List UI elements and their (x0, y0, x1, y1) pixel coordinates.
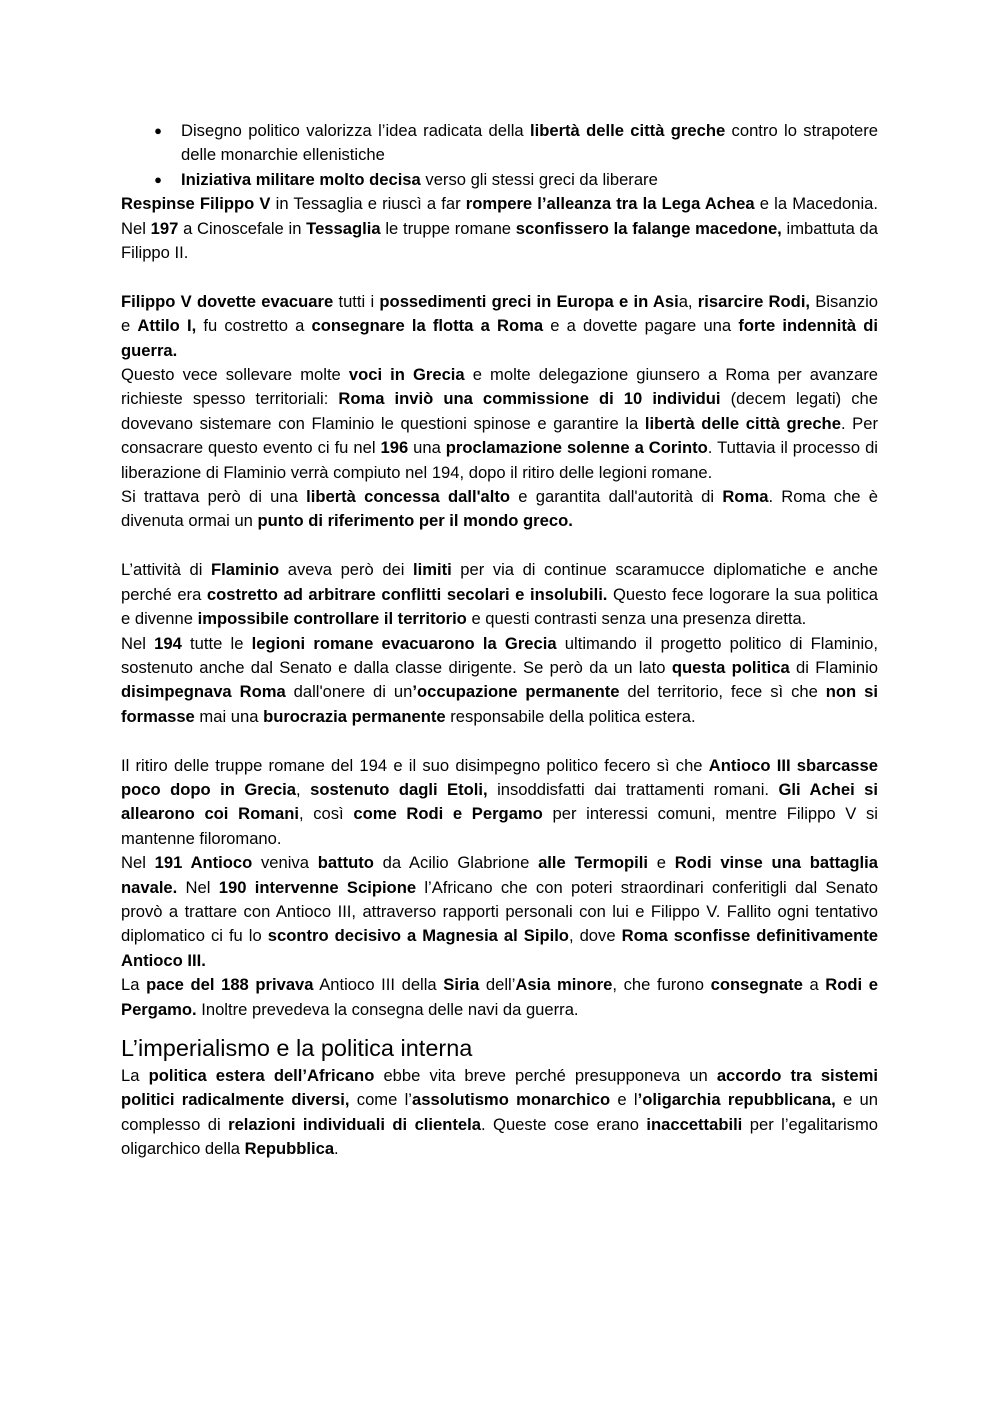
bold-text-run: 194 (154, 633, 182, 653)
text-run: del territorio, fece sì che (619, 682, 826, 702)
text-run: l’Africano che con poteri straordinari conferitigli dal Senato provò a trattare con Antioco III, attraverso rapporti personali con lui e Filippo V. Fallito ogni tentativo diplomatico ci fu lo (121, 877, 879, 946)
bold-text-run: 197 (150, 218, 179, 238)
bold-text-run: Siria (443, 975, 480, 995)
text-run: mai una (194, 706, 264, 726)
text-run: Nel (121, 853, 155, 873)
bold-text-run: proclamazione solenne a Corinto (445, 438, 708, 458)
text-run: Antioco III della (313, 975, 444, 995)
bold-text-run: risarcire Rodi, (697, 291, 811, 311)
text-run: L’attività di (121, 560, 211, 580)
bold-text-run: possedimenti greci in Europa e in Asi (379, 291, 679, 311)
text-run: , dove (568, 926, 622, 946)
text-run: . Per consacrare questo evento ci fu nel (121, 413, 879, 458)
bold-text-run: Asia minore (515, 975, 613, 995)
text-run: a, (678, 291, 698, 311)
bold-text-run: libertà concessa dall'alto (306, 487, 511, 507)
bold-text-run: burocrazia permanente (263, 706, 446, 726)
text-run: e (647, 853, 675, 873)
bold-text-run: Roma inviò una commissione di 10 individui (338, 389, 721, 409)
text-run: e a dovette pagare una (543, 316, 739, 336)
text-run: tutti i (333, 291, 380, 311)
text-run: e questi contrasti senza una presenza diretta. (466, 609, 807, 629)
paragraph (121, 851, 878, 973)
bold-text-run: inaccettabili (646, 1114, 743, 1134)
bold-text-run: politica estera dell’Africano (148, 1065, 375, 1085)
text-run: aveva però dei (279, 560, 414, 580)
paragraph (121, 632, 878, 730)
text-run: Disegno politico valorizza l’idea radicata della (181, 121, 530, 140)
text-run: e un complesso di (121, 1090, 878, 1134)
bold-text-run: 191 Antioco (154, 853, 253, 873)
bold-text-run: 196 (380, 438, 409, 458)
bold-text-run: assolutismo monarchico (412, 1090, 611, 1110)
bold-text-run: limiti (413, 560, 452, 580)
bullet-item (121, 168, 878, 192)
bold-text-run: Gli Achei si allearono coi Romani (121, 779, 878, 824)
bold-text-run: Attilo I, (137, 316, 197, 336)
text-run: contro lo strapotere delle monarchie ellenistiche (181, 121, 879, 165)
text-run: Questo vece sollevare molte (121, 365, 349, 385)
text-run: Bisanzio e (121, 291, 879, 336)
bold-text-run: consegnate (710, 975, 803, 995)
paragraph (121, 485, 878, 534)
text-run: una (408, 438, 446, 458)
bold-text-run: Rodi vinse una battaglia navale. (121, 853, 878, 897)
bold-text-run: punto di riferimento per il mondo greco. (257, 511, 573, 531)
document-body (121, 119, 878, 1162)
text-run: . Roma che è divenuta ormai un (121, 487, 879, 531)
bold-text-run: Roma (722, 487, 769, 507)
text-run: per interessi comuni, mentre Filippo V si mantenne filoromano. (121, 804, 878, 848)
text-run: responsabile della politica estera. (445, 706, 696, 726)
text-run: Nel (121, 633, 155, 653)
text-run: , (296, 779, 311, 799)
bold-text-run: Roma sconfisse definitivamente Antioco III. (121, 926, 878, 970)
bold-text-run: Repubblica (244, 1139, 335, 1159)
bold-text-run: questa politica (671, 657, 790, 677)
text-run: in Tessaglia e riuscì a far (270, 194, 466, 214)
bold-text-run: libertà delle città greche (644, 413, 841, 433)
bold-text-run: Rodi e Pergamo. (121, 975, 878, 1019)
text-run: le truppe romane (380, 218, 516, 238)
bold-text-run: rompere l’alleanza tra la Lega Achea (465, 194, 755, 214)
text-run: , che furono (612, 975, 711, 995)
text-run: e la Macedonia. Nel (121, 194, 878, 238)
text-run: Il ritiro delle truppe romane del 194 e il suo disimpegno politico fecero sì che (121, 755, 709, 775)
text-run: ultimando il progetto politico di Flaminio, sostenuto anche dal Senato e dalla classe dirigente. Se però da un lato (121, 633, 878, 677)
bold-text-run: consegnare la flotta a Roma (311, 316, 544, 336)
bold-text-run: scontro decisivo a Magnesia al Sipilo (267, 926, 569, 946)
text-run: e garantita dall'autorità di (510, 487, 723, 507)
bold-text-run: relazioni individuali di clientela (228, 1114, 481, 1134)
paragraph-spacer (121, 534, 878, 558)
bold-text-run: sconfissero la falange macedone, (515, 218, 782, 238)
text-run: ebbe vita breve perché presupponeva un (374, 1065, 717, 1085)
text-run: Nel (177, 877, 219, 897)
bold-text-run: ’oligarchia repubblicana, (637, 1090, 836, 1110)
paragraph (121, 1064, 878, 1162)
bullet-list (121, 119, 878, 192)
text-run: e molte delegazione giunsero a Roma per avanzare richieste spesso territoriali: (121, 365, 879, 409)
bold-text-run: costretto ad arbitrare conflitti secolari e insolubili. (206, 584, 608, 604)
bold-text-run: come Rodi e Pergamo (353, 804, 543, 824)
paragraph (121, 363, 878, 485)
bold-text-run: voci in Grecia (348, 365, 465, 385)
text-run: insoddisfatti dai trattamenti romani. (487, 779, 779, 799)
text-run: e l (610, 1090, 638, 1110)
text-run: fu costretto a (196, 316, 312, 336)
text-run: (decem legati) che dovevano sistemare con Flaminio le questioni spinose e garantire la (121, 389, 878, 433)
paragraph (121, 290, 878, 363)
text-run: dell’ (479, 975, 516, 995)
text-run: . Queste cose erano (480, 1114, 647, 1134)
bold-text-run: ’occupazione permanente (412, 682, 620, 702)
text-run: Questo fece logorare la sua politica e divenne (121, 584, 879, 629)
text-run: a Cinoscefale in (178, 218, 307, 238)
paragraph-spacer (121, 265, 878, 289)
bold-text-run: sostenuto dagli Etoli, (310, 779, 488, 799)
paragraph (121, 558, 878, 631)
text-run: La (121, 975, 147, 995)
bold-text-run: battuto (317, 853, 374, 873)
text-run: Si trattava però di una (121, 487, 307, 507)
bold-text-run: pace del 188 privava (146, 975, 314, 995)
bold-text-run: Iniziativa militare molto decisa (181, 169, 421, 189)
paragraph (121, 973, 878, 1022)
text-run: dall'onere di un (285, 682, 413, 702)
bold-text-run: legioni romane evacuarono la Grecia (251, 633, 557, 653)
text-run: tutte le (181, 633, 252, 653)
bullet-item (121, 119, 878, 168)
bold-text-run: accordo tra sistemi politici radicalmente diversi, (121, 1065, 879, 1110)
bold-text-run: Flaminio (210, 560, 280, 580)
text-run: veniva (252, 853, 318, 873)
paragraph (121, 192, 878, 265)
bold-text-run: Respinse Filippo V (121, 194, 271, 214)
bold-text-run: non si formasse (121, 682, 878, 726)
bullet-dot-icon: ● (154, 171, 162, 187)
text-run: La (121, 1065, 149, 1085)
bold-text-run: disimpegnava Roma (121, 682, 286, 702)
bold-text-run: Tessaglia (306, 218, 381, 238)
bullet-dot-icon: ● (154, 123, 162, 138)
bold-text-run: Antioco III sbarcasse poco dopo in Grecia (121, 755, 878, 799)
section-heading (121, 1032, 878, 1064)
bold-text-run: alle Termopili (538, 853, 648, 873)
paragraph (121, 754, 878, 852)
text-run: di Flaminio (789, 657, 878, 677)
bold-text-run: Filippo V dovette evacuare (121, 291, 334, 311)
bold-text-run: 190 intervenne Scipione (218, 877, 417, 897)
bold-text-run: forte indennità di guerra. (121, 316, 879, 360)
text-run: , così (298, 804, 354, 824)
bold-text-run: libertà delle città greche (529, 121, 726, 140)
text-blocks (121, 192, 878, 1161)
text-run: da Acilio Glabrione (373, 853, 539, 873)
text-run: . (334, 1139, 339, 1159)
text-run: verso gli stessi greci da liberare (420, 169, 658, 189)
bold-text-run: impossibile controllare il territorio (197, 609, 467, 629)
text-run: Inoltre prevedeva la consegna delle navi da guerra. (196, 999, 579, 1019)
text-run: per l’egalitarismo oligarchico della (121, 1114, 879, 1159)
text-run: imbattuta da Filippo II. (121, 218, 878, 263)
text-run: per via di continue scaramucce diplomatiche e anche perché era (121, 560, 878, 604)
text-run: a (802, 975, 826, 995)
text-run: . Tuttavia il processo di liberazione di Flaminio verrà compiuto nel 194, dopo il ritiro delle legioni romane. (121, 438, 878, 482)
paragraph-spacer (121, 729, 878, 753)
text-run: L’imperialismo e la politica interna (121, 1034, 473, 1061)
text-run: come l’ (349, 1090, 412, 1110)
